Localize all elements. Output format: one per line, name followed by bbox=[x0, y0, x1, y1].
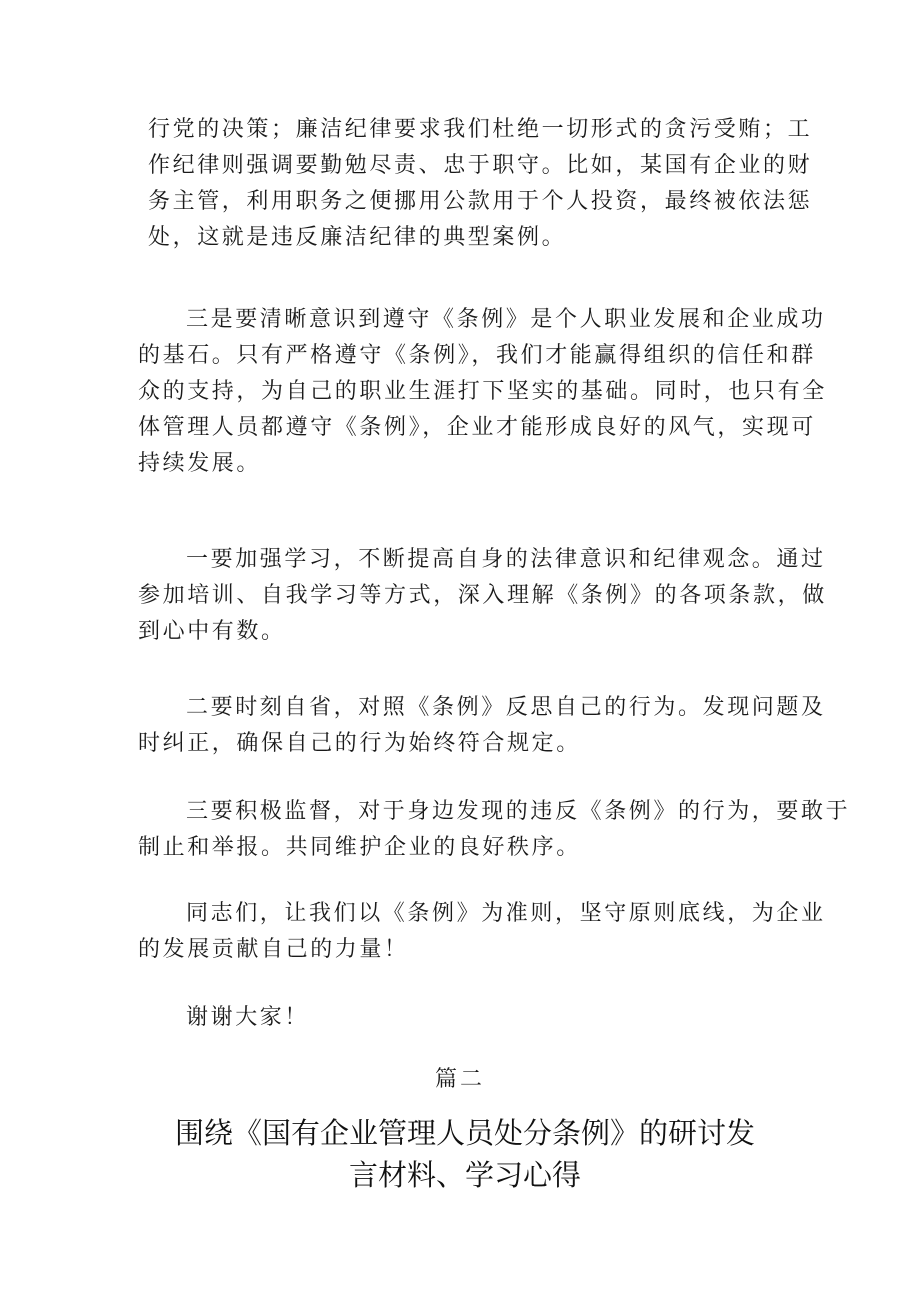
article-title bbox=[0, 1112, 920, 1196]
section-label: 篇二 bbox=[434, 1067, 485, 1092]
paragraph-self-reflection bbox=[138, 690, 826, 762]
text-line: 的发展贡献自己的力量！ bbox=[138, 937, 409, 962]
text-line: 作纪律则强调要勤勉尽责、忠于职守。比如，某国有企业的财 bbox=[148, 153, 813, 178]
text-line: 到心中有数。 bbox=[138, 619, 286, 644]
text-line: 体管理人员都遵守《条例》，企业才能形成良好的风气，实现可 bbox=[138, 415, 816, 440]
text-line: 一要加强学习，不断提高自身的法律意识和纪律观念。通过 bbox=[186, 547, 826, 572]
text-line: 三要积极监督，对于身边发现的违反《条例》的行为，要敢于 bbox=[186, 799, 851, 824]
paragraph-thanks bbox=[186, 1000, 486, 1036]
text-line: 务主管，利用职务之便挪用公款用于个人投资，最终被依法惩 bbox=[148, 189, 813, 214]
text-line: 制止和举报。共同维护企业的良好秩序。 bbox=[138, 835, 581, 860]
text-line: 的基石。只有严格遵守《条例》，我们才能赢得组织的信任和群 bbox=[138, 343, 816, 368]
paragraph-closing-call bbox=[138, 896, 826, 968]
text-line: 行党的决策；廉洁纪律要求我们杜绝一切形式的贪污受贿；工 bbox=[148, 117, 813, 142]
title-line: 言材料、学习心得 bbox=[348, 1158, 581, 1192]
text-line: 三是要清晰意识到遵守《条例》是个人职业发展和企业成功 bbox=[186, 307, 826, 332]
paragraph-discipline-types bbox=[148, 112, 813, 256]
text-line: 处，这就是违反廉洁纪律的典型案例。 bbox=[148, 225, 567, 250]
text-line: 二要时刻自省，对照《条例》反思自己的行为。发现问题及 bbox=[186, 695, 826, 720]
text-line: 众的支持，为自己的职业生涯打下坚实的基础。同时，也只有全 bbox=[138, 379, 827, 404]
text-line: 时纠正，确保自己的行为始终符合规定。 bbox=[138, 731, 581, 756]
text-line: 谢谢大家！ bbox=[186, 1005, 310, 1030]
title-line: 围绕《国有企业管理人员处分条例》的研讨发 bbox=[174, 1116, 755, 1150]
paragraph-supervision bbox=[138, 794, 851, 866]
text-line: 持续发展。 bbox=[138, 451, 262, 476]
paragraph-strengthen-learning bbox=[138, 542, 827, 650]
text-line: 参加培训、自我学习等方式，深入理解《条例》的各项条款，做 bbox=[138, 583, 827, 608]
paragraph-point-three bbox=[138, 302, 827, 482]
text-line: 同志们，让我们以《条例》为准则，坚守原则底线，为企业 bbox=[186, 901, 826, 926]
